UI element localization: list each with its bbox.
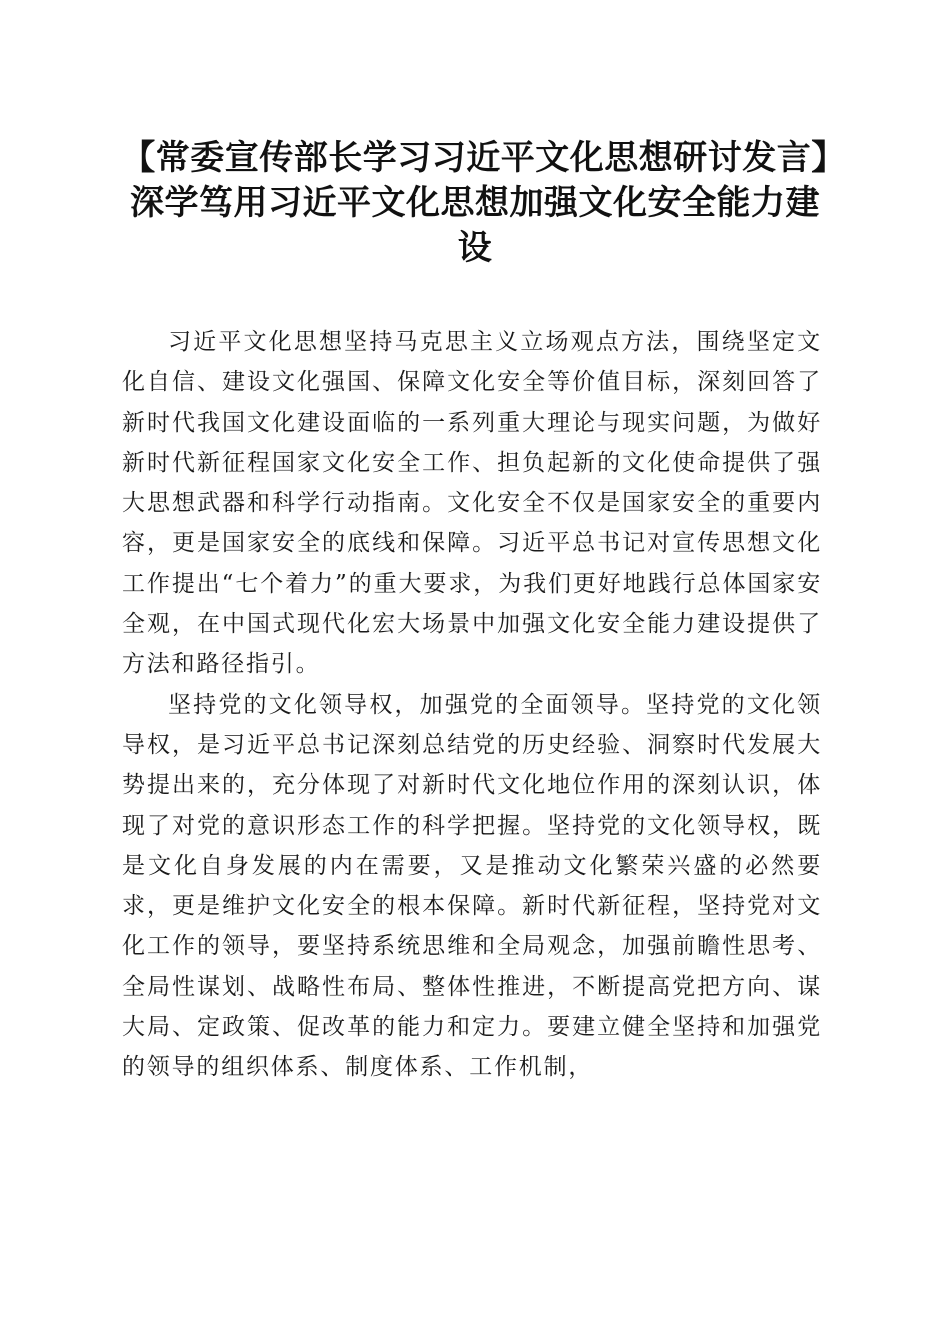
paragraph-intro: 习近平文化思想坚持马克思主义立场观点方法，围绕坚定文化自信、建设文化强国、保障文化安全等价值目标，深刻回答了新时代我国文化建设面临的一系列重大理论与现实问题，为做好新时代新征程国家文化安全工作、担负起新的文化使命提供了强大思想武器和科学行动指南。文化安全不仅是国家安全的重要内容，更是国家安全的底线和保障。习近平总书记对宣传思想文化工作提出“七个着力”的重大要求，为我们更好地践行总体国家安全观，在中国式现代化宏大场景中加强文化安全能力建设提供了方法和路径指引。 — [122, 329, 822, 678]
document-body — [122, 322, 822, 1088]
paragraph-party-leadership: 坚持党的文化领导权，加强党的全面领导。坚持党的文化领导权，是习近平总书记深刻总结党的历史经验、洞察时代发展大势提出来的，充分体现了对新时代文化地位作用的深刻认识，体现了对党的意识形态工作的科学把握。坚持党的文化领导权，既是文化自身发展的内在需要，又是推动文化繁荣兴盛的必然要求，更是维护文化安全的根本保障。新时代新征程，坚持党对文化工作的领导，要坚持系统思维和全局观念，加强前瞻性思考、全局性谋划、战略性布局、整体性推进，不断提高党把方向、谋大局、定政策、促改革的能力和定力。要建立健全坚持和加强党的领导的组织体系、制度体系、工作机制， — [122, 691, 822, 1081]
document-title: 【常委宣传部长学习习近平文化思想研讨发言】深学笃用习近平文化思想加强文化安全能力建设 — [121, 138, 829, 268]
